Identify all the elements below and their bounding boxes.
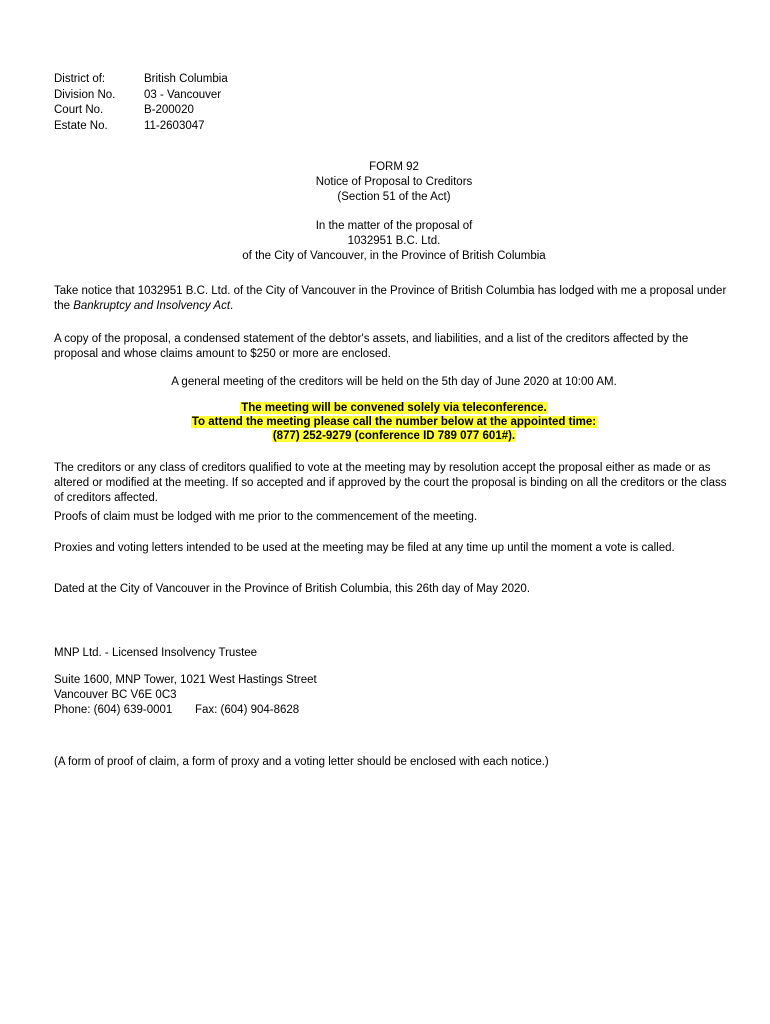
proxies-paragraph <box>54 541 734 556</box>
case-info-table <box>54 72 228 134</box>
notice-text-end: . <box>230 299 234 312</box>
creditors-text: The creditors or any class of creditors qualified to vote at the meeting may by resolution accept the proposal either as made or as altered or modified at the meeting. If so accepted and if approved by the court the proposal is binding on all the creditors or the class of creditors affected. <box>54 462 727 504</box>
teleconference-phone: (877) 252-9279 (conference ID 789 077 601#). <box>272 429 516 442</box>
dated-paragraph <box>54 582 734 597</box>
act-name: Bankruptcy and Insolvency Act <box>73 299 231 312</box>
court-number-value: B-200020 <box>144 104 194 116</box>
teleconference-line-2: To attend the meeting please call the number below at the appointed time: <box>191 415 597 428</box>
form-name: Notice of Proposal to Creditors <box>315 176 473 188</box>
trustee-contact-row <box>54 703 734 718</box>
creditors-paragraph <box>54 461 734 506</box>
case-info-row-estate <box>54 119 228 135</box>
teleconference-line-1: The meeting will be convened solely via teleconference. <box>241 402 547 414</box>
notice-text: Take notice that 1032951 B.C. Ltd. of the City of Vancouver in the Province of British Columbia has lodged with me a proposal under the <box>54 285 727 312</box>
proxies-text: Proxies and voting letters intended to be used at the meeting may be filed at any time up until the moment a vote is called. <box>54 542 675 554</box>
meeting-text: A general meeting of the creditors will be held on the 5th day of June 2020 at 10:00 AM. <box>171 376 617 388</box>
case-info-row-district <box>54 72 228 88</box>
proofs-text: Proofs of claim must be lodged with me prior to the commencement of the meeting. <box>54 511 478 523</box>
meeting-paragraph <box>54 375 734 390</box>
teleconference-block <box>54 402 734 443</box>
case-info-row-court <box>54 103 228 119</box>
form-section: (Section 51 of the Act) <box>337 191 451 203</box>
district-value: British Columbia <box>144 73 228 85</box>
estate-number-label: Estate No. <box>54 119 108 132</box>
division-label: Division No. <box>54 88 116 101</box>
trustee-fax: Fax: (604) 904-8628 <box>195 703 300 716</box>
case-info-row-division <box>54 88 228 104</box>
court-number-label: Court No. <box>54 104 104 116</box>
matter-block <box>54 219 734 264</box>
trustee-address-block <box>54 673 734 718</box>
district-label: District of: <box>54 73 106 85</box>
trustee-phone: Phone: (604) 639-0001 <box>54 703 173 716</box>
matter-line-1: In the matter of the proposal of <box>315 220 473 232</box>
estate-number-value: 11-2603047 <box>144 119 205 132</box>
matter-company: 1032951 B.C. Ltd. <box>347 235 441 247</box>
dated-text: Dated at the City of Vancouver in the Province of British Columbia, this 26th day of May 2020. <box>54 583 531 595</box>
footer-note: (A form of proof of claim, a form of proxy and a voting letter should be enclosed with each notice.) <box>54 756 549 768</box>
copy-paragraph <box>54 332 734 362</box>
trustee-address-line-1: Suite 1600, MNP Tower, 1021 West Hastings Street <box>54 674 317 686</box>
proofs-paragraph <box>54 510 734 525</box>
trustee-name-block <box>54 646 734 661</box>
matter-location: of the City of Vancouver, in the Province of British Columbia <box>242 250 546 262</box>
trustee-address-line-2: Vancouver BC V6E 0C3 <box>54 688 177 701</box>
notice-paragraph <box>54 284 734 314</box>
trustee-name: MNP Ltd. - Licensed Insolvency Trustee <box>54 647 258 659</box>
form-number: FORM 92 <box>369 161 419 173</box>
copy-text: A copy of the proposal, a condensed statement of the debtor's assets, and liabilities, and a list of the creditors affected by the proposal and whose claims amount to $250 or more are enclosed. <box>54 333 689 360</box>
form-title-block <box>54 160 734 205</box>
footer-note-block <box>54 755 734 770</box>
division-value: 03 - Vancouver <box>144 88 222 101</box>
